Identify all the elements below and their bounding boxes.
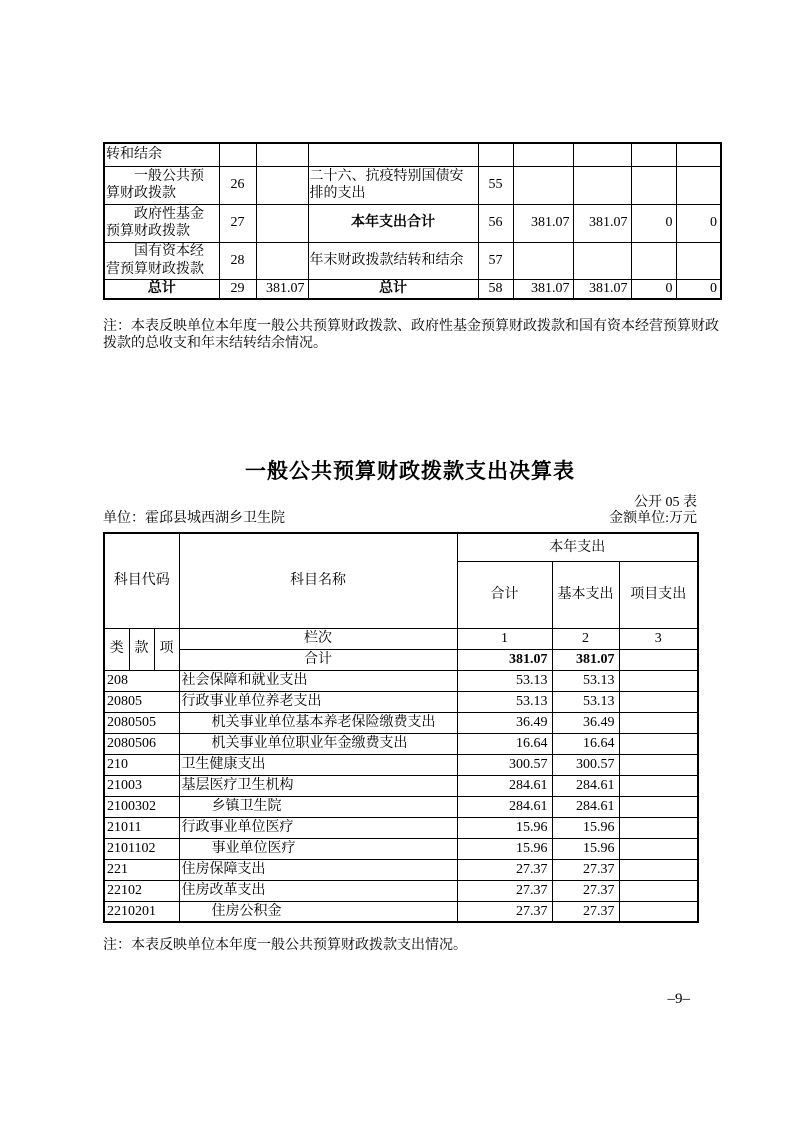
amount-total: 27.37 — [457, 880, 552, 901]
amount-col3 — [631, 242, 676, 279]
subject-name: 机关事业单位职业年金缴费支出 — [179, 733, 457, 754]
project-expenditure-header: 项目支出 — [619, 561, 698, 628]
column-index-row — [104, 628, 698, 649]
table-row — [104, 754, 698, 775]
table-row — [104, 859, 698, 880]
amount-col4: 0 — [676, 204, 721, 242]
amount-col2 — [573, 166, 631, 204]
amount-total: 15.96 — [457, 838, 552, 859]
item-header: 项 — [154, 628, 179, 670]
page-number: –9– — [667, 991, 690, 1007]
table-row — [104, 838, 698, 859]
left-subject-name: 转和结余 — [104, 143, 219, 166]
amount-col3: 0 — [631, 204, 676, 242]
amount-total: 27.37 — [457, 901, 552, 922]
subject-code: 20805 — [104, 691, 179, 712]
amount-basic: 53.13 — [552, 670, 619, 691]
table2-note: 注：本表反映单位本年度一般公共预算财政拨款支出情况。 — [103, 938, 467, 953]
table-row — [104, 242, 721, 279]
subject-name: 住房改革支出 — [179, 880, 457, 901]
amount-basic: 284.61 — [552, 796, 619, 817]
amount-col4 — [676, 166, 721, 204]
left-line-no: 28 — [219, 242, 256, 279]
amount-basic: 53.13 — [552, 691, 619, 712]
subject-name: 乡镇卫生院 — [179, 796, 457, 817]
subject-name: 行政事业单位医疗 — [179, 817, 457, 838]
left-subject-name: 国有资本经营预算财政拨款 — [104, 242, 219, 279]
subject-code: 2101102 — [104, 838, 179, 859]
table-row — [104, 279, 721, 299]
amount-project — [619, 691, 698, 712]
amount-project — [619, 859, 698, 880]
amount-total: 15.96 — [457, 817, 552, 838]
table1-note: 注：本表反映单位本年度一般公共预算财政拨款、政府性基金预算财政拨款和国有资本经营预算财政拨款的总收支和年末结转结余情况。 — [103, 319, 719, 351]
left-line-no: 27 — [219, 204, 256, 242]
subject-code: 2100302 — [104, 796, 179, 817]
amount-project — [619, 838, 698, 859]
amount-total: 284.61 — [457, 796, 552, 817]
amount-basic: 15.96 — [552, 817, 619, 838]
subject-code: 22102 — [104, 880, 179, 901]
amount-col2: 381.07 — [573, 279, 631, 299]
table-row — [104, 775, 698, 796]
table-row — [104, 796, 698, 817]
amount-col3 — [631, 166, 676, 204]
amount-project — [619, 670, 698, 691]
table-row — [104, 712, 698, 733]
subject-name: 住房公积金 — [179, 901, 457, 922]
page-title: 一般公共预算财政拨款支出决算表 — [245, 460, 575, 483]
subject-code: 208 — [104, 670, 179, 691]
amount-basic: 16.64 — [552, 733, 619, 754]
left-subject-name: 政府性基金预算财政拨款 — [104, 204, 219, 242]
amount-total: 16.64 — [457, 733, 552, 754]
amount-basic: 36.49 — [552, 712, 619, 733]
left-subject-name: 一般公共预算财政拨款 — [104, 166, 219, 204]
column-index-3: 3 — [619, 628, 698, 649]
right-line-no: 57 — [478, 242, 513, 279]
amount-total: 53.13 — [457, 670, 552, 691]
amount-basic: 27.37 — [552, 859, 619, 880]
amount-col4 — [676, 242, 721, 279]
table-number-label: 公开 05 表 — [634, 495, 697, 510]
table-row — [104, 166, 721, 204]
subject-name: 行政事业单位养老支出 — [179, 691, 457, 712]
table-row — [104, 670, 698, 691]
amount-basic: 27.37 — [552, 901, 619, 922]
amount-basic: 15.96 — [552, 838, 619, 859]
amount-project — [619, 796, 698, 817]
amount-unit: 金额单位:万元 — [609, 511, 697, 526]
amount-project — [619, 901, 698, 922]
subject-name: 事业单位医疗 — [179, 838, 457, 859]
amount-total: 53.13 — [457, 691, 552, 712]
subject-code-header: 科目代码 — [104, 533, 179, 628]
amount-project — [619, 817, 698, 838]
left-amount — [256, 143, 308, 166]
grand-total-row — [104, 649, 698, 670]
amount-col3: 0 — [631, 279, 676, 299]
amount-col2: 381.07 — [573, 204, 631, 242]
table-row — [104, 204, 721, 242]
right-line-no — [478, 143, 513, 166]
subject-code: 21003 — [104, 775, 179, 796]
amount-project — [619, 880, 698, 901]
unit-line — [103, 507, 697, 527]
fiscal-appropriation-summary-table — [103, 142, 722, 300]
amount-basic: 300.57 — [552, 754, 619, 775]
grand-total-basic: 381.07 — [552, 649, 619, 670]
left-line-no: 26 — [219, 166, 256, 204]
amount-col1 — [513, 166, 573, 204]
column-index-1: 1 — [457, 628, 552, 649]
left-amount — [256, 166, 308, 204]
amount-col1 — [513, 143, 573, 166]
table-row — [104, 817, 698, 838]
current-year-expenditure-header: 本年支出 — [457, 533, 698, 561]
basic-expenditure-header: 基本支出 — [552, 561, 619, 628]
table-row — [104, 880, 698, 901]
total-column-header: 合计 — [457, 561, 552, 628]
amount-col2 — [573, 143, 631, 166]
subject-code: 221 — [104, 859, 179, 880]
amount-col1 — [513, 242, 573, 279]
section-header: 款 — [129, 628, 154, 670]
column-index-label: 栏次 — [179, 628, 457, 649]
amount-project — [619, 712, 698, 733]
table-row — [104, 901, 698, 922]
class-header: 类 — [104, 628, 129, 670]
subject-name: 社会保障和就业支出 — [179, 670, 457, 691]
grand-total-label: 合计 — [179, 649, 457, 670]
left-line-no: 29 — [219, 279, 256, 299]
subject-code: 2080506 — [104, 733, 179, 754]
left-amount — [256, 204, 308, 242]
left-amount — [256, 242, 308, 279]
right-line-no: 55 — [478, 166, 513, 204]
amount-col1: 381.07 — [513, 204, 573, 242]
subject-name: 基层医疗卫生机构 — [179, 775, 457, 796]
subject-name: 卫生健康支出 — [179, 754, 457, 775]
amount-project — [619, 733, 698, 754]
amount-total: 27.37 — [457, 859, 552, 880]
right-line-no: 58 — [478, 279, 513, 299]
right-subject-name: 二十六、抗疫特别国债安排的支出 — [308, 166, 478, 204]
amount-col3 — [631, 143, 676, 166]
subject-code: 2080505 — [104, 712, 179, 733]
amount-col4 — [676, 143, 721, 166]
amount-basic: 27.37 — [552, 880, 619, 901]
subject-code: 2210201 — [104, 901, 179, 922]
subject-name: 机关事业单位基本养老保险缴费支出 — [179, 712, 457, 733]
amount-total: 284.61 — [457, 775, 552, 796]
subject-name: 住房保障支出 — [179, 859, 457, 880]
amount-project — [619, 775, 698, 796]
right-line-no: 56 — [478, 204, 513, 242]
left-total-amount: 381.07 — [256, 279, 308, 299]
amount-total: 300.57 — [457, 754, 552, 775]
subject-name-header: 科目名称 — [179, 533, 457, 628]
amount-col1: 381.07 — [513, 279, 573, 299]
right-subject-name — [308, 143, 478, 166]
amount-col2 — [573, 242, 631, 279]
left-line-no — [219, 143, 256, 166]
right-subject-name: 本年支出合计 — [308, 204, 478, 242]
subject-code: 21011 — [104, 817, 179, 838]
table-row — [104, 691, 698, 712]
column-index-2: 2 — [552, 628, 619, 649]
grand-total-amount: 381.07 — [457, 649, 552, 670]
amount-basic: 284.61 — [552, 775, 619, 796]
left-total-label: 总计 — [104, 279, 219, 299]
header-row-1 — [104, 533, 698, 561]
reporting-unit: 单位：霍邱县城西湖乡卫生院 — [103, 511, 285, 526]
amount-col4: 0 — [676, 279, 721, 299]
right-subject-name: 年末财政拨款结转和结余 — [308, 242, 478, 279]
right-total-label: 总计 — [308, 279, 478, 299]
table-row — [104, 733, 698, 754]
amount-project — [619, 754, 698, 775]
general-budget-expenditure-table — [103, 532, 699, 923]
subject-code: 210 — [104, 754, 179, 775]
grand-total-project — [619, 649, 698, 670]
amount-total: 36.49 — [457, 712, 552, 733]
table-row — [104, 143, 721, 166]
